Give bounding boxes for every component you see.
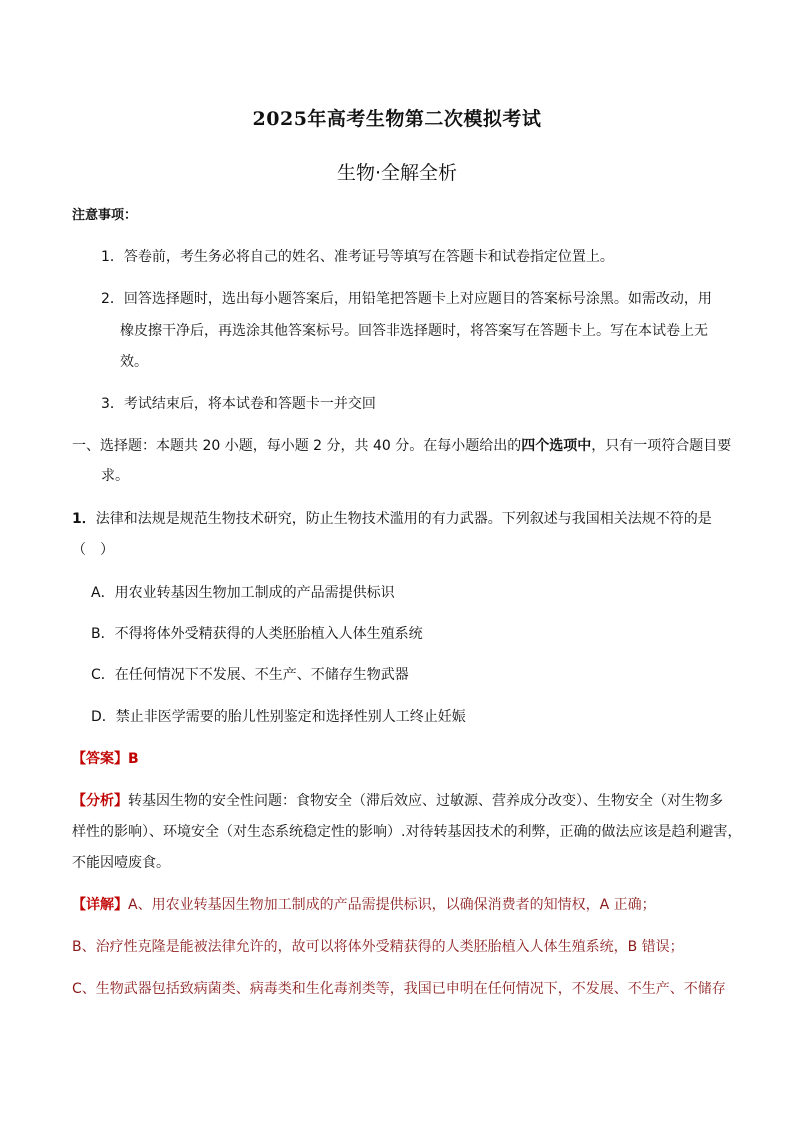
- notice-item-2-line-2: 橡皮擦干净后，再选涂其他答案标号。回答非选择题时，将答案写在答题卡上。写在本试卷上无: [120, 323, 708, 339]
- document-subtitle: 生物·全解全析: [336, 162, 458, 184]
- section-heading-prefix: 一、选择题：本题共 20 小题，每小题 2 分，共 40 分。在每小题给出的: [72, 438, 522, 454]
- answer-label: 【答案】: [72, 751, 128, 767]
- notice-item-1: 1．答卷前，考生务必将自己的姓名、准考证号等填写在答题卡和试卷指定位置上。: [101, 249, 614, 265]
- detail-text-1: A、用农业转基因生物加工制成的产品需提供标识，以确保消费者的知情权，A 正确；: [128, 897, 656, 913]
- detail-line-1: [72, 895, 656, 915]
- option-b: B．不得将体外受精获得的人类胚胎植入人体生殖系统: [91, 626, 423, 642]
- notice-item-3: 3．考试结束后，将本试卷和答题卡一并交回: [101, 396, 376, 412]
- section-heading-line-1: [72, 436, 731, 456]
- notice-heading: 注意事项：: [72, 208, 138, 223]
- answer-value: B: [128, 751, 139, 767]
- option-c: C．在任何情况下不发展、不生产、不储存生物武器: [91, 667, 409, 683]
- section-heading-line-2: 求。: [101, 468, 129, 484]
- question-stem-text: 法律和法规是规范生物技术研究，防止生物技术滥用的有力武器。下列叙述与我国相关法规不符的是: [95, 511, 712, 527]
- analysis-line-3: 不能因噎废食。: [72, 855, 170, 871]
- section-heading-suffix: ，只有一项符合题目要: [591, 438, 732, 454]
- option-a: A．用农业转基因生物加工制成的产品需提供标识: [91, 585, 395, 601]
- detail-line-3: C、生物武器包括致病菌类、病毒类和生化毒剂类等，我国已申明在任何情况下，不发展、不生产、不储存: [72, 981, 726, 997]
- question-number: 1．: [72, 511, 96, 527]
- answer-line: [72, 749, 139, 769]
- analysis-line-1: [72, 791, 723, 811]
- question-1-stem: [72, 509, 712, 529]
- notice-item-2-line-3: 效。: [120, 354, 148, 370]
- analysis-text-1: 转基因生物的安全性问题：食物安全（滞后效应、过敏源、营养成分改变）、生物安全（对生物多: [128, 793, 723, 809]
- detail-line-2: B、治疗性克隆是能被法律允许的，故可以将体外受精获得的人类胚胎植入人体生殖系统，B 错误；: [72, 939, 684, 955]
- question-1-paren: （ ）: [72, 542, 114, 558]
- notice-item-2-line-1: 2．回答选择题时，选出每小题答案后，用铅笔把答题卡上对应题目的答案标号涂黑。如需改动，用: [101, 291, 712, 307]
- detail-label: 【详解】: [72, 897, 128, 913]
- analysis-label: 【分析】: [72, 793, 128, 809]
- analysis-line-2: 样性的影响）、环境安全（对生态系统稳定性的影响）.对待转基因技术的利弊，正确的做法应该是趋利避害，: [72, 824, 742, 840]
- section-heading-bold: 四个选项中: [521, 438, 592, 454]
- document-title: 2025年高考生物第二次模拟考试: [252, 108, 542, 130]
- option-d: D．禁止非医学需要的胎儿性别鉴定和选择性别人工终止妊娠: [91, 709, 466, 725]
